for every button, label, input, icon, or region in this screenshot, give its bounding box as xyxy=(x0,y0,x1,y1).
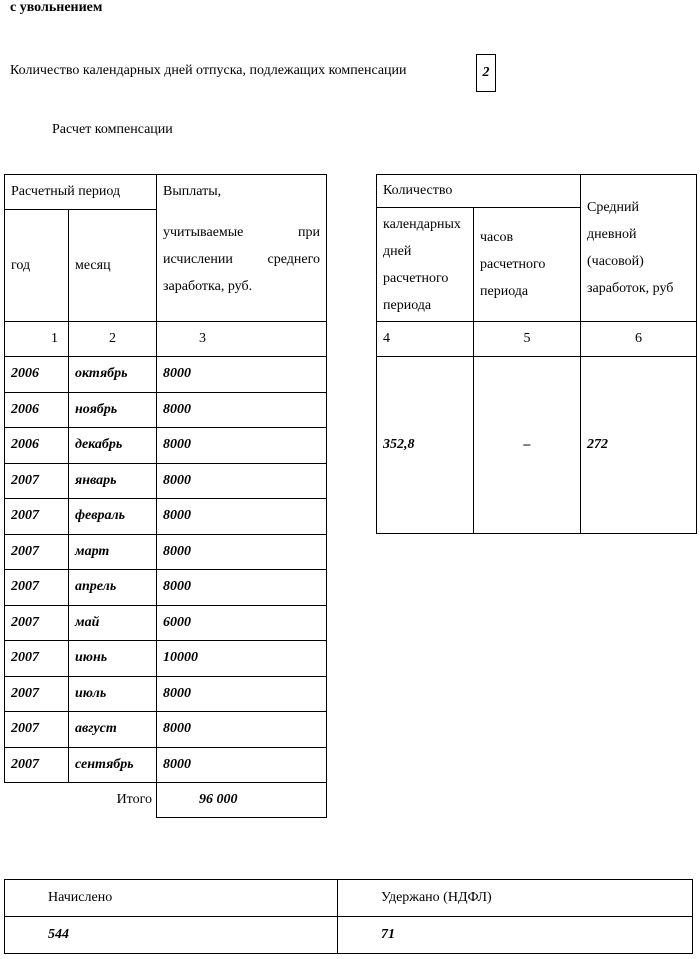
compensation-days-value: 2 xyxy=(476,54,496,92)
header-calendar-days-line4: периода xyxy=(383,297,432,313)
row-month: ноябрь xyxy=(69,392,157,428)
table-row xyxy=(5,463,327,499)
header-hours-line2: расчетного xyxy=(480,257,546,272)
table-row xyxy=(5,428,327,464)
col-number-6: 6 xyxy=(581,322,697,357)
hours-value: – xyxy=(474,357,581,534)
header-payments-line3: исчислении среднего xyxy=(163,252,320,267)
row-month: январь xyxy=(69,463,157,499)
accrual-table xyxy=(4,879,693,954)
row-month: август xyxy=(69,712,157,748)
header-average-line2: дневной xyxy=(587,227,637,242)
row-year: 2007 xyxy=(5,499,69,535)
table-row xyxy=(5,570,327,606)
header-payments-line1: Выплаты, xyxy=(163,184,222,199)
col-number-2: 2 xyxy=(69,322,157,357)
calculation-title: Расчет компенсации xyxy=(52,122,173,137)
col-number-1: 1 xyxy=(5,322,69,357)
withheld-value: 71 xyxy=(338,917,693,954)
row-year: 2007 xyxy=(5,534,69,570)
header-calendar-days-line3: расчетного xyxy=(383,270,449,286)
average-earnings-table xyxy=(376,174,697,534)
table-row xyxy=(5,357,327,393)
row-amount: 8000 xyxy=(157,747,327,783)
row-amount: 8000 xyxy=(157,570,327,606)
row-year: 2006 xyxy=(5,392,69,428)
table-row xyxy=(5,641,327,677)
earnings-table xyxy=(4,174,327,818)
header-average-line4: заработок, руб xyxy=(587,281,674,296)
table-row xyxy=(5,712,327,748)
total-value: 96 000 xyxy=(157,783,327,818)
row-month: апрель xyxy=(69,570,157,606)
row-amount: 8000 xyxy=(157,676,327,712)
accrued-label: Начислено xyxy=(5,880,338,917)
row-year: 2007 xyxy=(5,605,69,641)
row-year: 2006 xyxy=(5,357,69,393)
row-amount: 8000 xyxy=(157,463,327,499)
average-earnings-value: 272 xyxy=(581,357,697,534)
header-payments xyxy=(157,175,327,322)
table-row xyxy=(5,747,327,783)
row-year: 2007 xyxy=(5,570,69,606)
table-row xyxy=(5,534,327,570)
row-amount: 6000 xyxy=(157,605,327,641)
accrued-value: 544 xyxy=(5,917,338,954)
header-average-line3: (часовой) xyxy=(587,254,644,269)
header-period: Расчетный период xyxy=(5,175,157,210)
row-year: 2007 xyxy=(5,463,69,499)
row-amount: 8000 xyxy=(157,534,327,570)
header-quantity: Количество xyxy=(377,175,581,208)
header-month: месяц xyxy=(69,210,157,322)
header-average xyxy=(581,175,697,322)
row-amount: 8000 xyxy=(157,712,327,748)
header-hours-line1: часов xyxy=(480,230,514,245)
table-row xyxy=(5,392,327,428)
table-row xyxy=(5,605,327,641)
row-amount: 8000 xyxy=(157,357,327,393)
calendar-days-value: 352,8 xyxy=(377,357,474,534)
document-heading: с увольнением xyxy=(10,0,103,15)
row-month: март xyxy=(69,534,157,570)
compensation-days-label: Количество календарных дней отпуска, подлежащих компенсации xyxy=(10,63,407,78)
col-number-4: 4 xyxy=(377,322,474,357)
row-year: 2007 xyxy=(5,712,69,748)
header-payments-line4: заработка, руб. xyxy=(163,279,253,294)
row-month: февраль xyxy=(69,499,157,535)
header-calendar-days-line2: дней xyxy=(383,243,412,259)
total-label: Итого xyxy=(5,783,157,818)
header-year: год xyxy=(5,210,69,322)
col-number-3: 3 xyxy=(157,322,327,357)
row-month: май xyxy=(69,605,157,641)
header-payments-line2: учитываемые при xyxy=(163,225,320,240)
table-row xyxy=(5,676,327,712)
header-calendar-days xyxy=(377,208,474,322)
row-amount: 10000 xyxy=(157,641,327,677)
row-year: 2007 xyxy=(5,747,69,783)
row-month: декабрь xyxy=(69,428,157,464)
table-row xyxy=(5,499,327,535)
header-calendar-days-line1: календарных xyxy=(383,216,461,232)
col-number-5: 5 xyxy=(474,322,581,357)
row-year: 2006 xyxy=(5,428,69,464)
row-year: 2007 xyxy=(5,641,69,677)
withheld-label: Удержано (НДФЛ) xyxy=(338,880,693,917)
header-hours xyxy=(474,208,581,322)
row-month: июль xyxy=(69,676,157,712)
row-month: октябрь xyxy=(69,357,157,393)
row-amount: 8000 xyxy=(157,428,327,464)
row-amount: 8000 xyxy=(157,392,327,428)
row-month: сентябрь xyxy=(69,747,157,783)
row-year: 2007 xyxy=(5,676,69,712)
header-average-line1: Средний xyxy=(587,200,639,215)
header-hours-line3: периода xyxy=(480,284,529,299)
row-amount: 8000 xyxy=(157,499,327,535)
row-month: июнь xyxy=(69,641,157,677)
